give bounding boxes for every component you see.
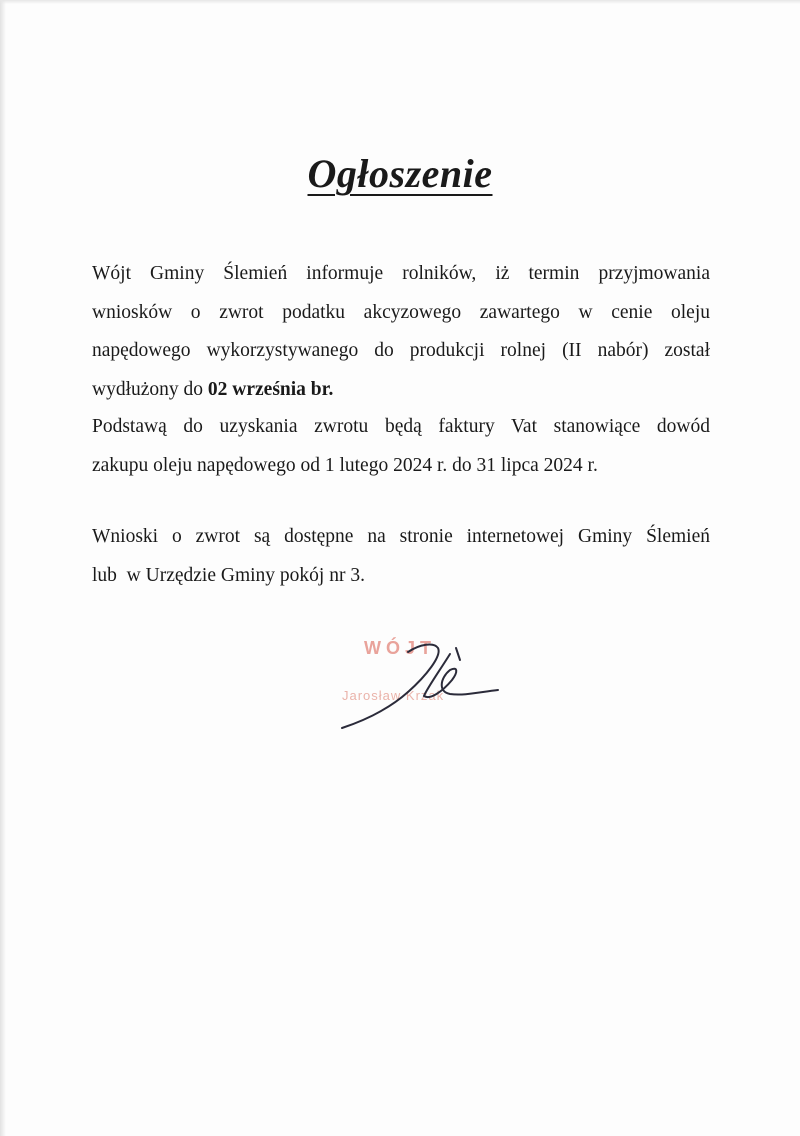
stamp-title: WÓJT (364, 638, 436, 658)
deadline-date: 02 września br. (207, 378, 334, 400)
paragraph1-line1: Wójt Gminy Ślemień informuje rolników, iż termin przyjmowania (92, 263, 710, 284)
paragraph-application-forms (92, 518, 710, 595)
document-title: Ogłoszenie (307, 151, 493, 196)
scan-edge-top (0, 0, 800, 4)
paragraph3-line1: Wnioski o zwrot są dostępne na stronie internetowej Gminy Ślemień (92, 526, 710, 547)
paragraph-deadline-extension (92, 255, 710, 409)
paragraph1-line3: napędowego wykorzystywanego do produkcji rolnej (II nabór) został (92, 340, 710, 361)
paragraph-invoice-basis (92, 408, 710, 485)
stamp-name: Jarosław Krzak (342, 688, 445, 703)
paragraph3-line2: lub w Urzędzie Gminy pokój nr 3. (92, 564, 365, 586)
paragraph2-line2: zakupu oleju napędowego od 1 lutego 2024 r. do 31 lipca 2024 r. (92, 454, 598, 476)
handwritten-signature-icon (330, 630, 510, 730)
signature-stamp-area (330, 630, 510, 730)
paragraph1-line2: wniosków o zwrot podatku akcyzowego zawartego w cenie oleju (92, 301, 710, 323)
paragraph1-line4 (92, 371, 710, 410)
paragraph2-line1: Podstawą do uzyskania zwrotu będą faktury Vat stanowiące dowód (92, 416, 710, 437)
paragraph1-line4-prefix: wydłużony do (92, 378, 208, 400)
